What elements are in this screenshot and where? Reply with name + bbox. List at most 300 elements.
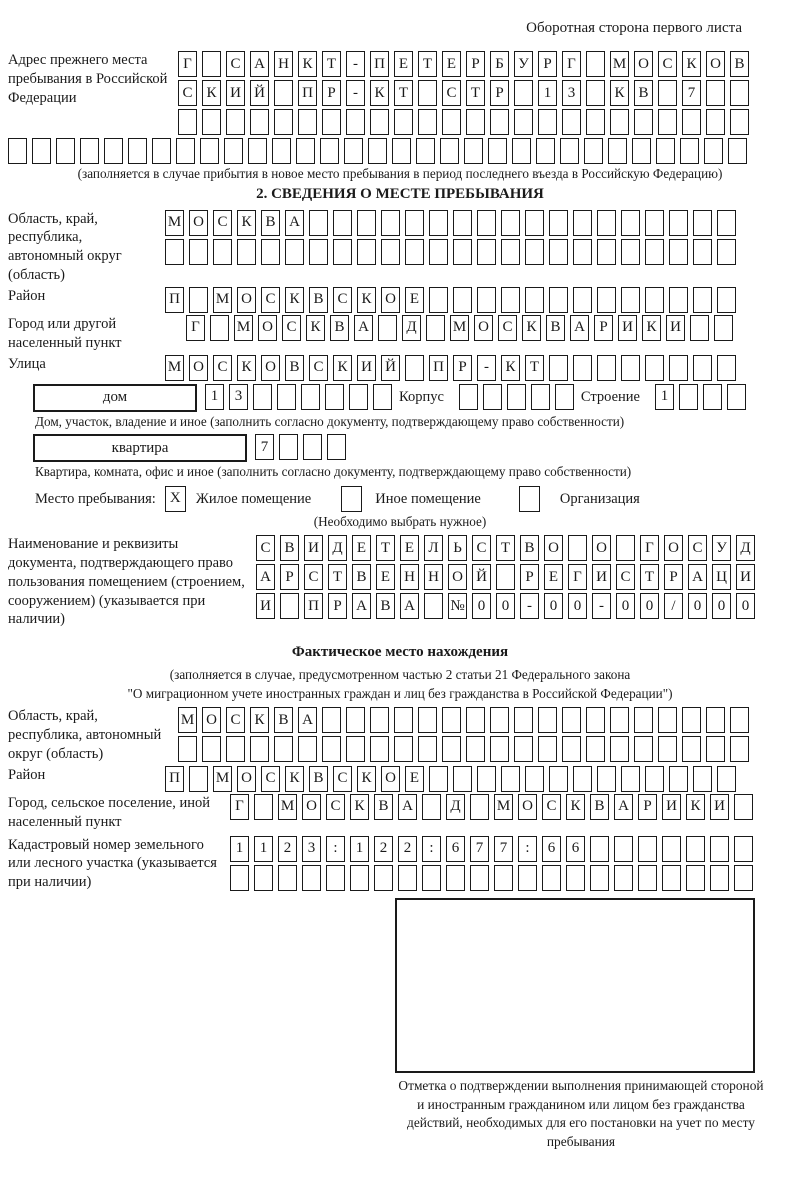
char-cell[interactable]: Р	[538, 51, 557, 77]
char-cell[interactable]	[272, 138, 291, 164]
char-cell[interactable]	[373, 384, 392, 410]
char-cell[interactable]: М	[213, 766, 232, 792]
char-cell[interactable]: -	[346, 80, 365, 106]
char-cell[interactable]	[253, 384, 272, 410]
char-cell[interactable]: К	[501, 355, 520, 381]
char-cell[interactable]	[728, 138, 747, 164]
char-cell[interactable]	[496, 564, 515, 590]
char-cell[interactable]: А	[570, 315, 589, 341]
char-cell[interactable]: С	[616, 564, 635, 590]
char-cell[interactable]	[346, 707, 365, 733]
char-cell[interactable]	[645, 355, 664, 381]
char-cell[interactable]	[621, 210, 640, 236]
char-cell[interactable]: У	[712, 535, 731, 561]
char-cell[interactable]: К	[285, 766, 304, 792]
checkbox[interactable]	[519, 486, 540, 512]
char-cell[interactable]: 0	[472, 593, 491, 619]
char-cell[interactable]	[280, 593, 299, 619]
char-cell[interactable]: Т	[328, 564, 347, 590]
char-cell[interactable]	[178, 109, 197, 135]
char-cell[interactable]	[429, 210, 448, 236]
house-type-box[interactable]: дом	[33, 384, 197, 412]
char-cell[interactable]: 0	[496, 593, 515, 619]
char-cell[interactable]	[398, 865, 417, 891]
char-cell[interactable]: К	[250, 707, 269, 733]
char-cell[interactable]: С	[688, 535, 707, 561]
char-cell[interactable]	[645, 210, 664, 236]
char-cell[interactable]	[322, 109, 341, 135]
char-cell[interactable]: О	[302, 794, 321, 820]
char-cell[interactable]	[165, 239, 184, 265]
char-cell[interactable]	[152, 138, 171, 164]
char-cell[interactable]	[370, 109, 389, 135]
char-cell[interactable]	[477, 287, 496, 313]
char-cell[interactable]	[621, 355, 640, 381]
char-cell[interactable]: С	[213, 355, 232, 381]
char-cell[interactable]	[669, 766, 688, 792]
char-cell[interactable]	[56, 138, 75, 164]
char-cell[interactable]: О	[189, 210, 208, 236]
char-cell[interactable]	[734, 794, 753, 820]
char-cell[interactable]: И	[304, 535, 323, 561]
char-cell[interactable]	[730, 80, 749, 106]
char-cell[interactable]: С	[256, 535, 275, 561]
char-cell[interactable]: Й	[381, 355, 400, 381]
char-cell[interactable]	[254, 794, 273, 820]
char-cell[interactable]: А	[298, 707, 317, 733]
char-cell[interactable]	[285, 239, 304, 265]
char-cell[interactable]: Е	[405, 766, 424, 792]
char-cell[interactable]	[538, 736, 557, 762]
char-cell[interactable]	[477, 766, 496, 792]
char-cell[interactable]	[418, 707, 437, 733]
char-cell[interactable]	[662, 865, 681, 891]
char-cell[interactable]: А	[354, 315, 373, 341]
char-cell[interactable]: Й	[472, 564, 491, 590]
char-cell[interactable]	[717, 355, 736, 381]
char-cell[interactable]: А	[400, 593, 419, 619]
char-cell[interactable]: Г	[178, 51, 197, 77]
char-cell[interactable]: -	[592, 593, 611, 619]
char-cell[interactable]	[477, 239, 496, 265]
char-cell[interactable]	[525, 239, 544, 265]
char-cell[interactable]	[322, 736, 341, 762]
char-cell[interactable]	[378, 315, 397, 341]
char-cell[interactable]: К	[370, 80, 389, 106]
char-cell[interactable]	[693, 355, 712, 381]
char-cell[interactable]	[394, 707, 413, 733]
char-cell[interactable]	[250, 109, 269, 135]
char-cell[interactable]: Е	[442, 51, 461, 77]
char-cell[interactable]: 0	[616, 593, 635, 619]
checkbox[interactable]	[341, 486, 362, 512]
char-cell[interactable]: А	[614, 794, 633, 820]
char-cell[interactable]: М	[450, 315, 469, 341]
char-cell[interactable]	[494, 865, 513, 891]
char-cell[interactable]: О	[706, 51, 725, 77]
char-cell[interactable]	[301, 384, 320, 410]
char-cell[interactable]	[693, 210, 712, 236]
char-cell[interactable]: О	[381, 766, 400, 792]
char-cell[interactable]	[542, 865, 561, 891]
char-cell[interactable]	[686, 865, 705, 891]
char-cell[interactable]: 3	[229, 384, 248, 410]
char-cell[interactable]: Р	[453, 355, 472, 381]
char-cell[interactable]	[717, 766, 736, 792]
char-cell[interactable]	[453, 287, 472, 313]
char-cell[interactable]: Д	[446, 794, 465, 820]
char-cell[interactable]: 3	[302, 836, 321, 862]
char-cell[interactable]	[693, 766, 712, 792]
char-cell[interactable]	[710, 836, 729, 862]
char-cell[interactable]	[703, 384, 722, 410]
char-cell[interactable]	[279, 434, 298, 460]
char-cell[interactable]: :	[518, 836, 537, 862]
char-cell[interactable]: Й	[250, 80, 269, 106]
char-cell[interactable]	[512, 138, 531, 164]
char-cell[interactable]: В	[280, 535, 299, 561]
char-cell[interactable]: О	[237, 287, 256, 313]
char-cell[interactable]: 0	[640, 593, 659, 619]
char-cell[interactable]	[680, 138, 699, 164]
char-cell[interactable]	[459, 384, 478, 410]
char-cell[interactable]	[405, 355, 424, 381]
char-cell[interactable]: Р	[466, 51, 485, 77]
char-cell[interactable]	[717, 210, 736, 236]
char-cell[interactable]	[464, 138, 483, 164]
char-cell[interactable]	[32, 138, 51, 164]
char-cell[interactable]: О	[544, 535, 563, 561]
char-cell[interactable]	[632, 138, 651, 164]
char-cell[interactable]	[178, 736, 197, 762]
char-cell[interactable]: И	[666, 315, 685, 341]
char-cell[interactable]: А	[398, 794, 417, 820]
char-cell[interactable]: Р	[490, 80, 509, 106]
char-cell[interactable]	[368, 138, 387, 164]
char-cell[interactable]: В	[352, 564, 371, 590]
char-cell[interactable]: С	[498, 315, 517, 341]
char-cell[interactable]	[405, 239, 424, 265]
char-cell[interactable]: Е	[394, 51, 413, 77]
char-cell[interactable]: Д	[736, 535, 755, 561]
char-cell[interactable]	[518, 865, 537, 891]
char-cell[interactable]: В	[546, 315, 565, 341]
char-cell[interactable]: Р	[594, 315, 613, 341]
char-cell[interactable]: -	[346, 51, 365, 77]
char-cell[interactable]: Д	[402, 315, 421, 341]
char-cell[interactable]	[80, 138, 99, 164]
char-cell[interactable]	[322, 707, 341, 733]
char-cell[interactable]: -	[520, 593, 539, 619]
char-cell[interactable]: О	[189, 355, 208, 381]
char-cell[interactable]	[706, 707, 725, 733]
char-cell[interactable]	[8, 138, 27, 164]
char-cell[interactable]: К	[682, 51, 701, 77]
char-cell[interactable]	[514, 707, 533, 733]
char-cell[interactable]	[405, 210, 424, 236]
char-cell[interactable]: В	[330, 315, 349, 341]
char-cell[interactable]	[693, 287, 712, 313]
char-cell[interactable]	[490, 707, 509, 733]
char-cell[interactable]	[298, 109, 317, 135]
char-cell[interactable]: М	[213, 287, 232, 313]
char-cell[interactable]	[176, 138, 195, 164]
char-cell[interactable]: К	[237, 355, 256, 381]
char-cell[interactable]	[730, 109, 749, 135]
char-cell[interactable]	[202, 109, 221, 135]
char-cell[interactable]	[422, 794, 441, 820]
char-cell[interactable]: О	[634, 51, 653, 77]
char-cell[interactable]: Т	[394, 80, 413, 106]
char-cell[interactable]: К	[642, 315, 661, 341]
char-cell[interactable]: 3	[562, 80, 581, 106]
char-cell[interactable]: 6	[446, 836, 465, 862]
char-cell[interactable]	[669, 287, 688, 313]
char-cell[interactable]	[730, 736, 749, 762]
char-cell[interactable]	[490, 109, 509, 135]
char-cell[interactable]: В	[309, 766, 328, 792]
char-cell[interactable]: О	[258, 315, 277, 341]
char-cell[interactable]	[538, 109, 557, 135]
char-cell[interactable]	[202, 51, 221, 77]
char-cell[interactable]: 2	[374, 836, 393, 862]
char-cell[interactable]	[346, 109, 365, 135]
char-cell[interactable]: Т	[376, 535, 395, 561]
char-cell[interactable]	[309, 239, 328, 265]
char-cell[interactable]	[562, 707, 581, 733]
char-cell[interactable]	[250, 736, 269, 762]
char-cell[interactable]	[418, 80, 437, 106]
char-cell[interactable]	[296, 138, 315, 164]
char-cell[interactable]: В	[274, 707, 293, 733]
char-cell[interactable]	[638, 865, 657, 891]
char-cell[interactable]	[566, 865, 585, 891]
char-cell[interactable]	[597, 355, 616, 381]
char-cell[interactable]: 1	[205, 384, 224, 410]
char-cell[interactable]	[381, 210, 400, 236]
char-cell[interactable]	[490, 736, 509, 762]
char-cell[interactable]: 0	[544, 593, 563, 619]
char-cell[interactable]	[344, 138, 363, 164]
char-cell[interactable]: В	[261, 210, 280, 236]
char-cell[interactable]: Г	[568, 564, 587, 590]
char-cell[interactable]: М	[610, 51, 629, 77]
char-cell[interactable]	[200, 138, 219, 164]
char-cell[interactable]	[621, 766, 640, 792]
char-cell[interactable]: М	[165, 355, 184, 381]
char-cell[interactable]	[254, 865, 273, 891]
char-cell[interactable]	[274, 736, 293, 762]
char-cell[interactable]	[614, 836, 633, 862]
char-cell[interactable]: Е	[405, 287, 424, 313]
char-cell[interactable]	[645, 287, 664, 313]
char-cell[interactable]	[549, 239, 568, 265]
char-cell[interactable]: К	[522, 315, 541, 341]
char-cell[interactable]	[658, 80, 677, 106]
char-cell[interactable]	[597, 210, 616, 236]
char-cell[interactable]: В	[374, 794, 393, 820]
char-cell[interactable]	[658, 736, 677, 762]
char-cell[interactable]	[326, 865, 345, 891]
char-cell[interactable]	[562, 109, 581, 135]
char-cell[interactable]	[525, 287, 544, 313]
char-cell[interactable]	[501, 766, 520, 792]
char-cell[interactable]	[514, 80, 533, 106]
char-cell[interactable]	[608, 138, 627, 164]
char-cell[interactable]	[682, 109, 701, 135]
char-cell[interactable]	[422, 865, 441, 891]
char-cell[interactable]: 6	[566, 836, 585, 862]
char-cell[interactable]	[213, 239, 232, 265]
char-cell[interactable]: И	[618, 315, 637, 341]
char-cell[interactable]	[440, 138, 459, 164]
char-cell[interactable]: А	[352, 593, 371, 619]
char-cell[interactable]: 1	[538, 80, 557, 106]
char-cell[interactable]: Е	[352, 535, 371, 561]
char-cell[interactable]	[562, 736, 581, 762]
char-cell[interactable]: М	[234, 315, 253, 341]
char-cell[interactable]	[325, 384, 344, 410]
char-cell[interactable]	[230, 865, 249, 891]
char-cell[interactable]: О	[261, 355, 280, 381]
char-cell[interactable]: 1	[254, 836, 273, 862]
char-cell[interactable]	[616, 535, 635, 561]
char-cell[interactable]	[274, 80, 293, 106]
char-cell[interactable]	[320, 138, 339, 164]
char-cell[interactable]	[189, 239, 208, 265]
char-cell[interactable]	[370, 736, 389, 762]
char-cell[interactable]	[189, 287, 208, 313]
char-cell[interactable]: К	[610, 80, 629, 106]
char-cell[interactable]	[453, 210, 472, 236]
char-cell[interactable]	[645, 239, 664, 265]
char-cell[interactable]	[309, 210, 328, 236]
char-cell[interactable]: И	[592, 564, 611, 590]
char-cell[interactable]: Р	[328, 593, 347, 619]
char-cell[interactable]: С	[326, 794, 345, 820]
char-cell[interactable]	[514, 109, 533, 135]
char-cell[interactable]: М	[494, 794, 513, 820]
char-cell[interactable]	[614, 865, 633, 891]
char-cell[interactable]	[560, 138, 579, 164]
char-cell[interactable]	[555, 384, 574, 410]
char-cell[interactable]	[727, 384, 746, 410]
char-cell[interactable]	[656, 138, 675, 164]
char-cell[interactable]: 7	[494, 836, 513, 862]
char-cell[interactable]	[525, 210, 544, 236]
char-cell[interactable]: К	[285, 287, 304, 313]
char-cell[interactable]	[610, 736, 629, 762]
char-cell[interactable]: :	[326, 836, 345, 862]
char-cell[interactable]: Г	[562, 51, 581, 77]
char-cell[interactable]	[734, 836, 753, 862]
char-cell[interactable]: С	[304, 564, 323, 590]
char-cell[interactable]: -	[477, 355, 496, 381]
char-cell[interactable]: О	[237, 766, 256, 792]
char-cell[interactable]	[303, 434, 322, 460]
char-cell[interactable]	[710, 865, 729, 891]
char-cell[interactable]	[381, 239, 400, 265]
char-cell[interactable]: О	[592, 535, 611, 561]
char-cell[interactable]: В	[376, 593, 395, 619]
char-cell[interactable]	[350, 865, 369, 891]
char-cell[interactable]: Т	[466, 80, 485, 106]
char-cell[interactable]	[734, 865, 753, 891]
apartment-type-box[interactable]: квартира	[33, 434, 247, 462]
char-cell[interactable]	[453, 766, 472, 792]
char-cell[interactable]	[682, 736, 701, 762]
char-cell[interactable]: О	[448, 564, 467, 590]
char-cell[interactable]: Е	[376, 564, 395, 590]
char-cell[interactable]: Н	[400, 564, 419, 590]
char-cell[interactable]: О	[474, 315, 493, 341]
char-cell[interactable]	[586, 80, 605, 106]
char-cell[interactable]: В	[520, 535, 539, 561]
char-cell[interactable]	[333, 210, 352, 236]
char-cell[interactable]	[634, 707, 653, 733]
char-cell[interactable]: 1	[230, 836, 249, 862]
char-cell[interactable]	[466, 109, 485, 135]
char-cell[interactable]: У	[514, 51, 533, 77]
char-cell[interactable]: Т	[322, 51, 341, 77]
char-cell[interactable]	[514, 736, 533, 762]
char-cell[interactable]: Р	[638, 794, 657, 820]
char-cell[interactable]: С	[226, 51, 245, 77]
char-cell[interactable]: Т	[496, 535, 515, 561]
char-cell[interactable]: Т	[640, 564, 659, 590]
char-cell[interactable]	[536, 138, 555, 164]
char-cell[interactable]: Р	[520, 564, 539, 590]
char-cell[interactable]: И	[226, 80, 245, 106]
char-cell[interactable]	[634, 736, 653, 762]
char-cell[interactable]: К	[566, 794, 585, 820]
char-cell[interactable]: П	[304, 593, 323, 619]
char-cell[interactable]	[634, 109, 653, 135]
char-cell[interactable]	[261, 239, 280, 265]
char-cell[interactable]: Т	[525, 355, 544, 381]
char-cell[interactable]: И	[662, 794, 681, 820]
char-cell[interactable]: С	[282, 315, 301, 341]
char-cell[interactable]: 0	[568, 593, 587, 619]
char-cell[interactable]: К	[333, 355, 352, 381]
char-cell[interactable]	[706, 736, 725, 762]
char-cell[interactable]	[429, 766, 448, 792]
char-cell[interactable]: Н	[274, 51, 293, 77]
char-cell[interactable]	[224, 138, 243, 164]
char-cell[interactable]	[586, 736, 605, 762]
char-cell[interactable]	[525, 766, 544, 792]
char-cell[interactable]: Р	[280, 564, 299, 590]
char-cell[interactable]	[549, 287, 568, 313]
char-cell[interactable]: В	[634, 80, 653, 106]
char-cell[interactable]	[730, 707, 749, 733]
char-cell[interactable]	[597, 239, 616, 265]
char-cell[interactable]: К	[357, 766, 376, 792]
char-cell[interactable]: С	[309, 355, 328, 381]
char-cell[interactable]	[248, 138, 267, 164]
char-cell[interactable]	[327, 434, 346, 460]
char-cell[interactable]: М	[165, 210, 184, 236]
char-cell[interactable]	[549, 210, 568, 236]
char-cell[interactable]	[357, 239, 376, 265]
char-cell[interactable]	[501, 210, 520, 236]
char-cell[interactable]: Ь	[448, 535, 467, 561]
char-cell[interactable]: О	[202, 707, 221, 733]
char-cell[interactable]	[442, 707, 461, 733]
char-cell[interactable]	[442, 109, 461, 135]
char-cell[interactable]	[202, 736, 221, 762]
char-cell[interactable]	[658, 109, 677, 135]
